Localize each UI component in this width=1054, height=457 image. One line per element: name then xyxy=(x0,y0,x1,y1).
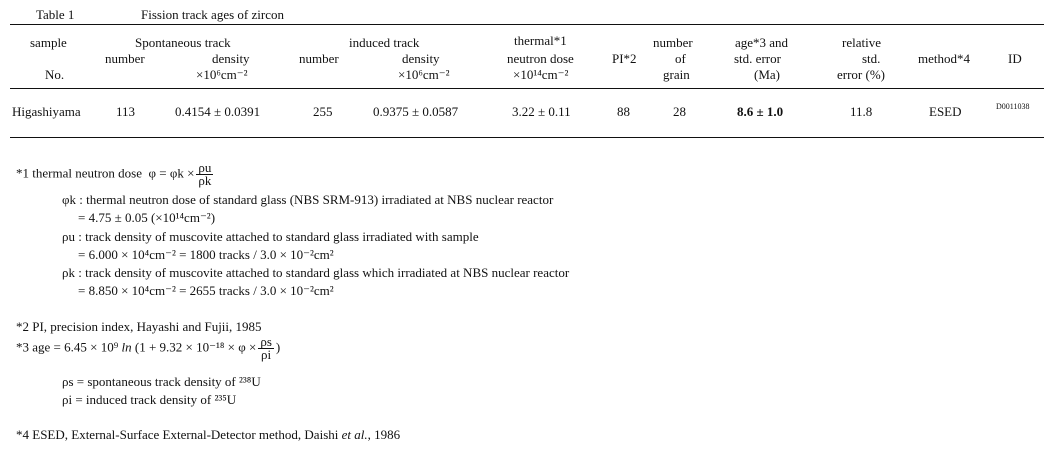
header-grain-3: grain xyxy=(663,67,690,82)
note-1-equation: φ = φk × xyxy=(148,165,195,181)
note-1-fraction xyxy=(196,162,213,187)
header-id: ID xyxy=(1008,51,1022,66)
cell-sample: Higashiyama xyxy=(12,104,81,119)
table-label: Table 1 xyxy=(36,7,75,22)
note-3-fraction xyxy=(258,336,274,361)
header-thermal-1: thermal*1 xyxy=(514,33,567,48)
note-rhoi-definition: ρi = induced track density of ²³⁵U xyxy=(62,392,237,407)
note-3-prefix: *3 age = 6.45 × 10⁹ xyxy=(16,339,119,355)
note-4-prefix: *4 ESED, External-Surface External-Detector method, Daishi xyxy=(16,427,339,442)
note-rhou-definition: ρu : track density of muscovite attached to standard glass irradiated with sample xyxy=(62,229,479,244)
table-bottom-rule xyxy=(10,137,1044,138)
cell-id: D0011038 xyxy=(996,102,1030,111)
header-s-number: number xyxy=(105,51,145,66)
cell-method: ESED xyxy=(929,104,962,119)
note-4-suffix: , 1986 xyxy=(367,427,401,442)
note-3 xyxy=(16,336,280,361)
note-phik-definition: φk : thermal neutron dose of standard glass (NBS SRM-913) irradiated at NBS nuclear reactor xyxy=(62,192,554,207)
header-age-2: std. error xyxy=(734,51,781,66)
note-1-fraction-denominator: ρk xyxy=(198,173,212,188)
cell-s-number: 113 xyxy=(116,104,136,119)
header-thermal-3: ×10¹⁴cm⁻² xyxy=(513,67,569,82)
note-rhok-definition: ρk : track density of muscovite attached to standard glass which irradiated at NBS nuclear reactor xyxy=(62,265,570,280)
header-age-1: age*3 and xyxy=(735,35,789,50)
header-relative-3: error (%) xyxy=(837,67,885,82)
cell-thermal: 3.22 ± 0.11 xyxy=(512,104,571,119)
note-1 xyxy=(16,162,215,187)
header-method: method*4 xyxy=(918,51,970,66)
cell-i-number: 255 xyxy=(313,104,333,119)
header-rule xyxy=(10,88,1044,89)
table-title: Fission track ages of zircon xyxy=(141,7,284,22)
cell-i-density: 0.9375 ± 0.0587 xyxy=(373,104,459,119)
note-rhou-value: = 6.000 × 10⁴cm⁻² = 1800 tracks / 3.0 × 10⁻²cm² xyxy=(78,247,334,262)
note-3-ln: ln xyxy=(121,339,132,355)
header-grain-1: number xyxy=(653,35,693,50)
note-2: *2 PI, precision index, Hayashi and Fujii, 1985 xyxy=(16,319,262,334)
header-age-3: (Ma) xyxy=(754,67,780,82)
header-i-density: density xyxy=(402,51,440,66)
header-relative-1: relative xyxy=(842,35,881,50)
header-thermal-2: neutron dose xyxy=(507,51,574,66)
header-s-density: density xyxy=(212,51,250,66)
cell-pi: 88 xyxy=(617,104,630,119)
header-relative-2: std. xyxy=(862,51,881,66)
note-rhos-definition: ρs = spontaneous track density of ²³⁸U xyxy=(62,374,261,389)
cell-age: 8.6 ± 1.0 xyxy=(737,104,784,119)
note-phik-value: = 4.75 ± 0.05 (×10¹⁴cm⁻²) xyxy=(78,210,216,225)
header-grain-2: of xyxy=(675,51,686,66)
note-3-middle: (1 + 9.32 × 10⁻¹⁸ × φ × xyxy=(134,339,257,355)
header-spontaneous-track: Spontaneous track xyxy=(135,35,231,50)
cell-rel-error: 11.8 xyxy=(850,104,873,119)
header-induced-track: induced track xyxy=(349,35,420,50)
note-rhok-value: = 8.850 × 10⁴cm⁻² = 2655 tracks / 3.0 × 10⁻²cm² xyxy=(78,283,334,298)
note-1-fraction-numerator: ρu xyxy=(198,160,212,175)
cell-s-density: 0.4154 ± 0.0391 xyxy=(175,104,261,119)
header-i-density-unit: ×10⁶cm⁻² xyxy=(398,67,450,82)
table-top-rule xyxy=(10,24,1044,25)
header-s-density-unit: ×10⁶cm⁻² xyxy=(196,67,248,82)
header-i-number: number xyxy=(299,51,339,66)
header-sample-no: No. xyxy=(45,67,65,82)
note-4 xyxy=(16,427,400,442)
note-3-suffix: ) xyxy=(275,339,281,355)
note-4-et-al: et al. xyxy=(341,427,368,442)
note-3-fraction-numerator: ρs xyxy=(260,334,272,349)
header-pi: PI*2 xyxy=(612,51,637,66)
header-sample: sample xyxy=(30,35,67,50)
cell-grains: 28 xyxy=(673,104,686,119)
note-1-label: *1 thermal neutron dose xyxy=(16,165,142,181)
note-3-fraction-denominator: ρi xyxy=(261,347,272,362)
